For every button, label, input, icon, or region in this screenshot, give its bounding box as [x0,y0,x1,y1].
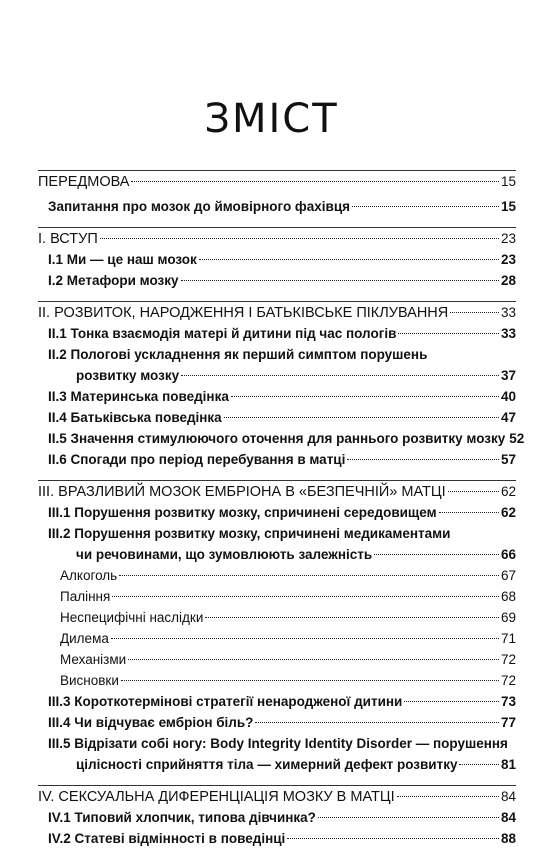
dot-leader [459,764,499,765]
toc-entry-label: Алкоголь [60,568,118,583]
toc-entry-label: I.2 Метафори мозку [48,273,179,288]
page-title: ЗМІСТ [204,96,339,142]
toc-entry[interactable] [38,691,516,712]
toc-entry-label: II.3 Материнська поведінка [48,389,229,404]
toc-page-number: 67 [500,568,516,583]
toc-entry-label: ПЕРЕДМОВА [38,174,130,190]
toc-entry-section[interactable] [38,786,516,807]
toc-page-number: 40 [500,389,516,404]
toc-entry[interactable] [38,807,516,828]
toc-entry[interactable] [38,323,516,344]
toc-page-number: 72 [500,673,516,688]
toc-entry-sub[interactable] [38,649,516,670]
toc-entry-label: III.1 Порушення розвитку мозку, спричинені середовищем [48,505,437,520]
toc-entry-continuation[interactable] [38,365,516,386]
toc-page-number: 72 [500,652,516,667]
toc-entry-sub[interactable] [38,607,516,628]
toc-page-number: 71 [500,631,516,646]
dot-leader [224,417,499,418]
toc-entry-label: IV.1 Типовий хлопчик, типова дівчинка? [48,810,316,825]
toc-entry-label: II.1 Тонка взаємодія матері й дитини під час пологів [48,326,397,341]
toc-entry-label: Механізми [60,652,127,667]
toc-page-number: 33 [500,305,516,320]
toc-entry[interactable] [38,270,516,291]
dot-leader [255,722,499,723]
toc-entry[interactable] [38,502,516,523]
toc-page-number: 52 [509,431,525,446]
toc-entry-label: II.4 Батьківська поведінка [48,410,222,425]
toc-entry-label: I. ВСТУП [38,231,98,247]
dot-leader [111,638,499,639]
toc-page-number: 15 [500,174,516,189]
toc-page-number: 23 [500,231,516,246]
dot-leader [181,280,499,281]
toc-entry[interactable] [38,449,516,470]
toc-entry[interactable] [38,733,516,754]
dot-leader [318,817,499,818]
dot-leader [131,181,498,182]
toc-entry[interactable] [38,386,516,407]
toc-entry-section[interactable] [38,302,516,323]
dot-leader [439,512,499,513]
toc-entry-section[interactable] [38,228,516,249]
toc-page-number: 81 [500,757,516,772]
dot-leader [287,838,499,839]
toc-entry-continuation[interactable] [38,754,516,775]
toc-entry-label: чи речовинами, що зумовлюють залежність [76,547,373,562]
dot-leader [448,491,499,492]
toc-entry[interactable] [38,523,516,544]
toc-entry-section[interactable] [38,171,516,192]
dot-leader [205,617,499,618]
toc-page-number: 66 [500,547,516,562]
toc-page-number: 62 [500,484,516,499]
toc-entry-sub[interactable] [38,565,516,586]
toc-page-number: 77 [500,715,516,730]
toc-page-number: 28 [500,273,516,288]
toc-page-number: 57 [500,452,516,467]
table-of-contents [38,170,525,849]
toc-entry[interactable] [38,407,516,428]
toc-entry-section[interactable] [38,481,516,502]
toc-entry[interactable] [38,196,516,217]
toc-entry[interactable] [38,249,516,270]
toc-page-number: 73 [500,694,516,709]
toc-entry-label: Неспецифічні наслідки [60,610,204,625]
toc-entry-label: III. ВРАЗЛИВИЙ МОЗОК ЕМБРІОНА В «БЕЗПЕЧНІЙ» МАТЦІ [38,484,446,500]
toc-entry-label: III.5 Відрізати собі ногу: Body Integrity Identity Disorder — порушення [48,736,508,751]
toc-page-number: 68 [500,589,516,604]
toc-entry[interactable] [38,344,516,365]
dot-leader [181,375,499,376]
toc-entry-continuation[interactable] [38,544,516,565]
toc-entry[interactable] [38,712,516,733]
toc-entry-label: розвитку мозку [76,368,180,383]
toc-page-number: 84 [500,789,516,804]
toc-page-number: 33 [500,326,516,341]
toc-entry-sub[interactable] [38,628,516,649]
toc-entry-label: IV. СЕКСУАЛЬНА ДИФЕРЕНЦІАЦІЯ МОЗКУ В МАТЦІ [38,789,395,805]
toc-entry-label: Паління [60,589,111,604]
dot-leader [112,596,499,597]
dot-leader [128,659,499,660]
toc-entry-sub[interactable] [38,670,516,691]
toc-entry[interactable] [38,828,516,849]
toc-entry-label: IV.2 Статеві відмінності в поведінці [48,831,286,846]
toc-page-number: 15 [500,199,516,214]
toc-entry-label: III.4 Чи відчуває ембріон біль? [48,715,254,730]
toc-page-number: 88 [500,831,516,846]
toc-entry-label: III.3 Короткотермінові стратегії ненародженої дитини [48,694,403,709]
toc-entry-sub[interactable] [38,586,516,607]
dot-leader [404,701,499,702]
toc-entry-label: цілісності сприйняття тіла — химерний дефект розвитку [76,757,458,772]
toc-page-number: 37 [500,368,516,383]
dot-leader [347,459,499,460]
toc-entry-label: I.1 Ми — це наш мозок [48,252,197,267]
toc-entry-label: II.6 Спогади про період перебування в матці [48,452,346,467]
toc-page-number: 62 [500,505,516,520]
dot-leader [231,396,499,397]
dot-leader [397,796,499,797]
dot-leader [119,575,499,576]
dot-leader [398,333,499,334]
toc-entry-label: II. РОЗВИТОК, НАРОДЖЕННЯ І БАТЬКІВСЬКЕ ПІКЛУВАННЯ [38,305,449,321]
toc-entry-label: Висновки [60,673,119,688]
dot-leader [352,206,499,207]
toc-page-number: 84 [500,810,516,825]
dot-leader [374,554,499,555]
toc-entry[interactable] [38,428,525,449]
dot-leader [121,680,499,681]
toc-page-number: 69 [500,610,516,625]
dot-leader [100,238,499,239]
toc-page-number: 23 [500,252,516,267]
toc-entry-label: II.5 Значення стимулюючого оточення для раннього розвитку мозку [48,431,506,446]
toc-page-number: 47 [500,410,516,425]
dot-leader [199,259,499,260]
toc-entry-label: Дилема [60,631,109,646]
dot-leader [450,312,499,313]
toc-entry-label: Запитання про мозок до ймовірного фахівця [48,199,350,214]
toc-entry-label: III.2 Порушення розвитку мозку, спричинені медикаментами [48,526,451,541]
toc-entry-label: II.2 Пологові ускладнення як перший симптом порушень [48,347,428,362]
